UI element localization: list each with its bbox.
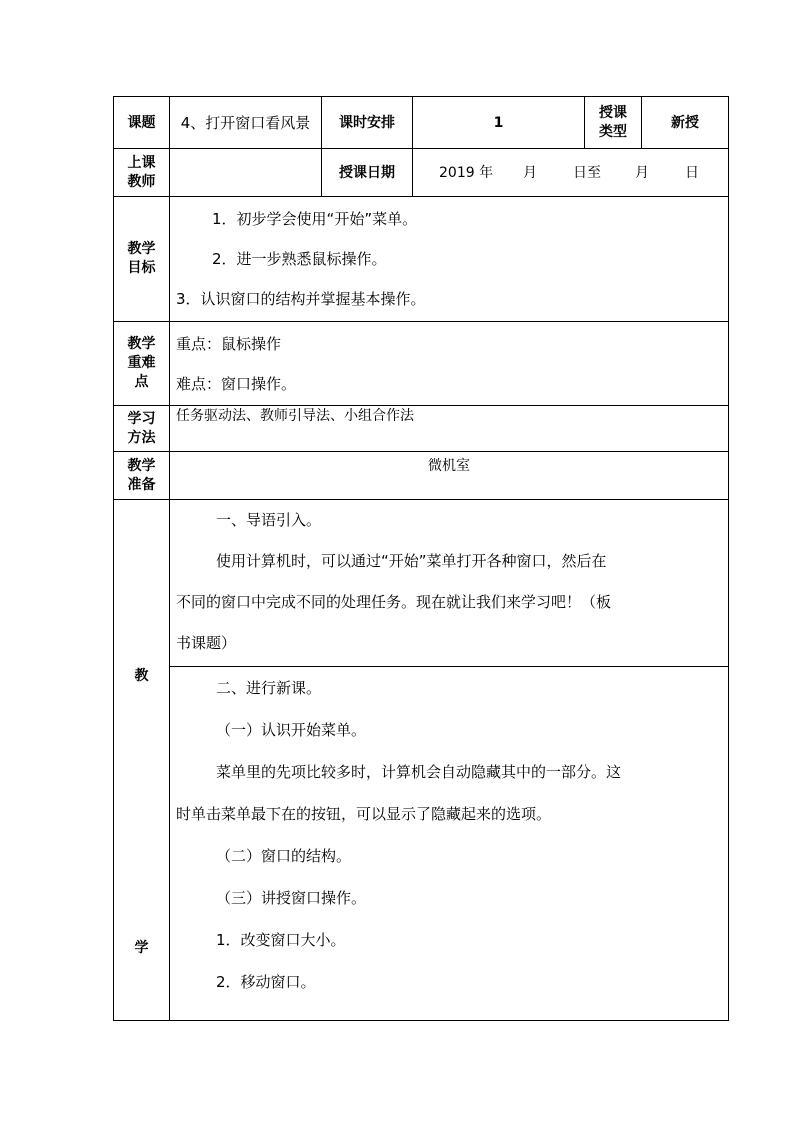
methods-value: 任务驱动法、教师引导法、小组合作法: [170, 406, 729, 452]
menu-line: 菜单里的先项比较多时，计算机会自动隐藏其中的一部分。这: [216, 763, 622, 781]
objectives-label-line-1: 教学: [127, 241, 156, 257]
teaching-new-content: [170, 667, 729, 1021]
key-points-content: [170, 322, 729, 406]
objectives-row: [114, 197, 729, 322]
date-day-2: 日: [685, 165, 699, 181]
objective-item: 1．初步学会使用“开始”菜单。: [212, 210, 418, 228]
date-month-2: 月: [635, 165, 649, 181]
preparation-label-line-1: 教学: [127, 457, 156, 474]
lesson-title: 4、打开窗口看风景: [170, 97, 322, 149]
header-row: [114, 97, 729, 149]
preparation-label: [114, 452, 170, 500]
schedule-label: 课时安排: [322, 97, 413, 149]
preparation-row: [114, 452, 729, 500]
date-label: 授课日期: [322, 149, 413, 197]
key-points-label-line-3: 点: [134, 374, 149, 390]
teacher-value: [170, 149, 322, 197]
section-heading: （三）讲授窗口操作。: [216, 889, 367, 907]
teacher-label-line-1: 上课: [127, 154, 156, 171]
teacher-label-line-2: 教师: [127, 173, 156, 190]
teaching-label-bottom: 学: [134, 940, 149, 956]
section-heading: （一）认识开始菜单。: [216, 721, 367, 739]
type-value: 新授: [642, 97, 729, 149]
key-points-row: [114, 322, 729, 406]
intro-line: 书课题）: [176, 634, 237, 652]
teaching-intro-content: [170, 500, 729, 667]
type-label-line-1: 授课: [599, 104, 627, 121]
key-points-label-line-2: 重难: [127, 355, 156, 371]
new-lesson-title: 二、进行新课。: [216, 679, 322, 697]
teaching-intro-row: [114, 500, 729, 667]
objectives-content: [170, 197, 729, 322]
intro-line: 使用计算机时，可以通过“开始”菜单打开各种窗口，然后在: [216, 552, 607, 570]
section-heading: （二）窗口的结构。: [216, 847, 352, 865]
methods-row: [114, 406, 729, 452]
date-day-to: 日至: [573, 165, 601, 181]
objective-item: 3．认识窗口的结构并掌握基本操作。: [176, 290, 426, 308]
preparation-label-line-2: 准备: [127, 476, 156, 493]
lesson-plan-table: [113, 96, 729, 1021]
teaching-label-top: 教: [134, 668, 149, 684]
schedule-value: 1: [413, 97, 585, 149]
operation-item: 2．移动窗口。: [216, 973, 316, 991]
key-points-label-line-1: 教学: [127, 336, 156, 352]
methods-label: [114, 406, 170, 452]
objectives-label-line-2: 目标: [127, 260, 156, 276]
teacher-date-row: [114, 149, 729, 197]
intro-line: 不同的窗口中完成不同的处理任务。现在就让我们来学习吧！（板: [176, 593, 612, 611]
type-label: [585, 97, 642, 149]
methods-label-line-1: 学习: [127, 410, 156, 427]
menu-line: 时单击菜单最下在的按钮，可以显示了隐藏起来的选项。: [176, 805, 552, 823]
date-value: [413, 149, 729, 197]
operation-item: 1．改变窗口大小。: [216, 931, 346, 949]
teaching-label: [114, 500, 170, 1021]
teacher-label: [114, 149, 170, 197]
difficulty-point: 难点：窗口操作。: [176, 374, 297, 393]
teaching-new-row: [114, 667, 729, 1021]
key-points-label: [114, 322, 170, 406]
intro-title: 一、导语引入。: [216, 511, 322, 529]
date-year: 2019 年: [439, 165, 494, 181]
objective-item: 2．进一步熟悉鼠标操作。: [212, 250, 387, 268]
date-month-1: 月: [523, 165, 537, 181]
focus-point: 重点：鼠标操作: [176, 334, 282, 353]
preparation-value: 微机室: [170, 452, 729, 500]
objectives-label: [114, 197, 170, 322]
lesson-label: 课题: [114, 97, 170, 149]
methods-label-line-2: 方法: [127, 429, 156, 446]
type-label-line-2: 类型: [599, 123, 627, 140]
